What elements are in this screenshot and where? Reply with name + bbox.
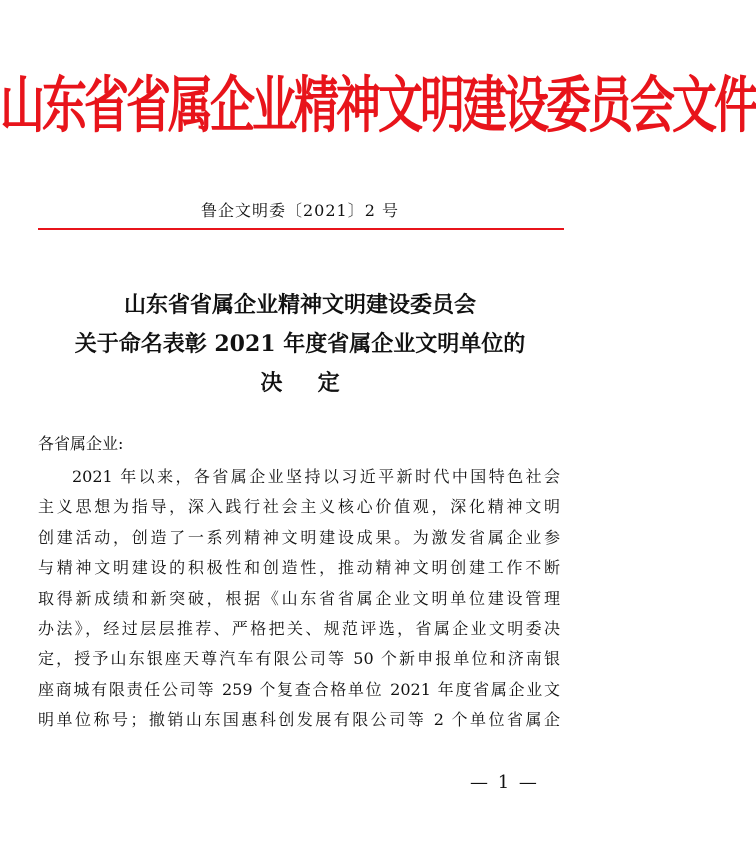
body-line: 2021 年以来，各省属企业坚持以习近平新时代中国特色社会: [72, 467, 560, 486]
body-line: 明单位称号；撤销山东国惠科创发展有限公司等 2 个单位省属企: [38, 710, 560, 730]
body-line: 与精神文明建设的积极性和创造性，推动精神文明创建工作不断: [38, 558, 560, 578]
body-line: 取得新成绩和新突破，根据《山东省省属企业文明单位建设管理: [38, 588, 560, 608]
title-line-3: 决定: [260, 370, 375, 396]
body-line: 主义思想为指导，深入践行社会主义核心价值观，深化精神文明: [38, 497, 560, 517]
document-title: [0, 286, 600, 403]
body-line: 座商城有限责任公司等 259 个复查合格单位 2021 年度省属企业文: [38, 679, 560, 699]
page-number: — 1 —: [470, 772, 539, 793]
red-divider-line: [38, 228, 564, 230]
body-line: 创建活动，创造了一系列精神文明建设成果。为激发省属企业参: [38, 527, 560, 547]
title-line-1: 山东省省属企业精神文明建设委员会: [123, 292, 476, 318]
salutation: 各省属企业:: [38, 434, 124, 453]
issuer-title: 山东省省属企业精神文明建设委员会文件: [0, 69, 756, 142]
body-line: 办法》，经过层层推荐、严格把关、规范评选，省属企业文明委决: [38, 619, 560, 639]
title-line-2: 关于命名表彰 2021 年度省属企业文明单位的: [74, 331, 526, 357]
body-line: 定，授予山东银座天尊汽车有限公司等 50 个新申报单位和济南银: [38, 649, 560, 669]
body-paragraph: [38, 462, 560, 736]
document-number: 鲁企文明委〔2021〕2 号: [201, 201, 399, 220]
